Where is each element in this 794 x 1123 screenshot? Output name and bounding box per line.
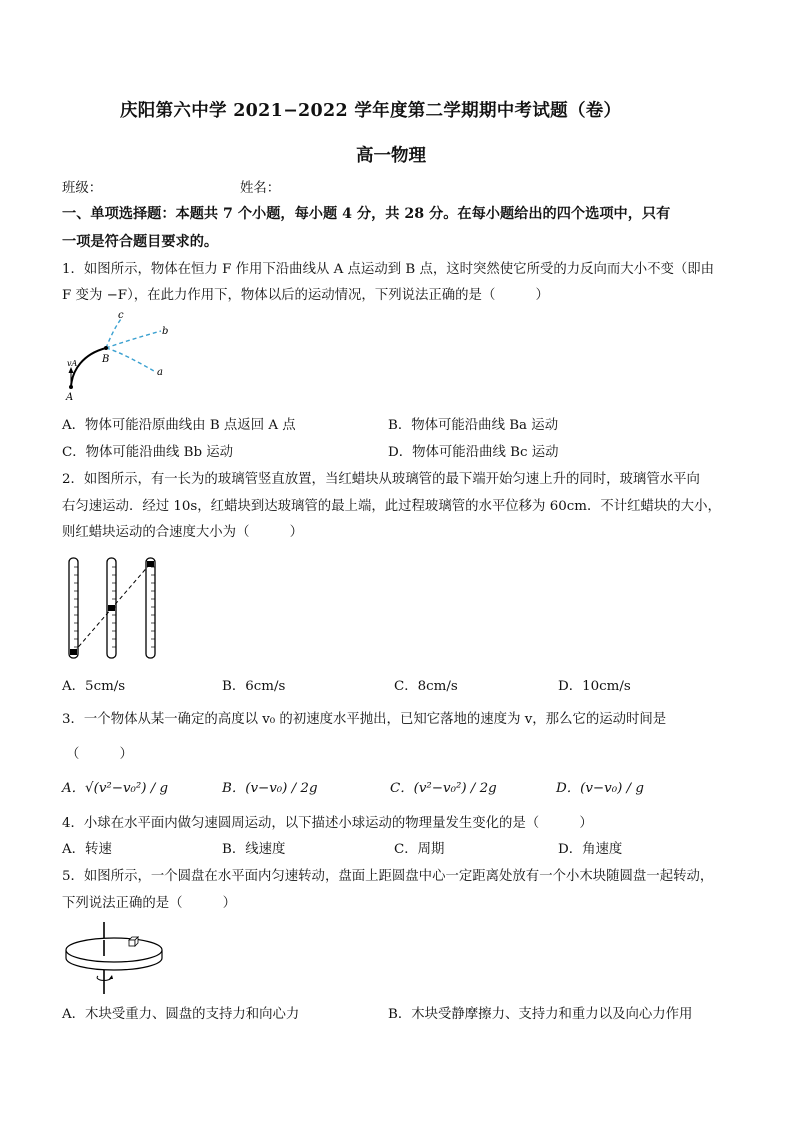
q3-stem-line2: （ ） [66, 747, 133, 762]
name-label: 姓名： [240, 181, 281, 196]
q2-figure-glass-tubes [66, 555, 166, 663]
q1-option-d: D．物体可能沿曲线 Bc 运动 [388, 445, 559, 460]
rotation-arrowhead [109, 975, 113, 979]
q5-figure-rotating-disk [62, 920, 166, 995]
curve-Bc [106, 319, 121, 348]
q4-stem: 4．小球在水平面内做匀速圆周运动，以下描述小球运动的物理量发生变化的是（ ） [62, 816, 593, 831]
wood-block [129, 937, 138, 946]
class-label: 班级： [62, 181, 103, 196]
q1-option-b: B．物体可能沿曲线 Ba 运动 [388, 418, 559, 433]
section-heading-line1: 一、单项选择题：本题共 7 个小题，每小题 4 分，共 28 分。在每小题给出的四个选项中，只有 [62, 206, 671, 222]
curve-Bb [106, 331, 161, 348]
q4-option-c: C．周期 [394, 842, 445, 857]
q3-option-b: B．(v−v₀) / 2g [222, 781, 318, 796]
disk-top [66, 938, 162, 962]
q5-option-a: A．木块受重力、圆盘的支持力和向心力 [62, 1007, 300, 1022]
q1-option-c: C．物体可能沿曲线 Bb 运动 [62, 445, 234, 460]
q3-option-c: C．(v²−v₀²) / 2g [390, 781, 497, 796]
q4-option-b: B．线速度 [222, 842, 286, 857]
label-vA: vA [67, 359, 78, 368]
tube-3 [146, 558, 155, 658]
page-subtitle: 高一物理 [356, 146, 426, 166]
label-b: b [162, 326, 169, 337]
q2-stem-line1: 2．如图所示，有一长为的玻璃管竖直放置，当红蜡块从玻璃管的最下端开始匀速上升的同时，玻璃管水平向 [62, 472, 700, 487]
q1-stem-line1: 1．如图所示，物体在恒力 F 作用下沿曲线从 A 点运动到 B 点，这时突然使它所受的力反向而大小不变（即由 [62, 262, 715, 277]
q3-stem-line1: 3．一个物体从某一确定的高度以 v₀ 的初速度水平抛出，已知它落地的速度为 v，那么它的运动时间是 [62, 712, 667, 727]
q1-option-a: A．物体可能沿原曲线由 B 点返回 A 点 [62, 418, 296, 433]
q2-option-d: D．10cm/s [558, 679, 631, 694]
label-a: a [157, 367, 163, 378]
q1-figure [58, 310, 178, 405]
q2-option-c: C．8cm/s [394, 679, 458, 694]
q2-option-a: A．5cm/s [62, 679, 126, 694]
label-B: B [102, 354, 110, 365]
section-heading-line2: 一项是符合题目要求的。 [62, 234, 219, 250]
curve-Ba [106, 348, 154, 371]
q1-stem-line2: F 变为 −F），在此力作用下，物体以后的运动情况，下列说法正确的是（ ） [62, 288, 549, 303]
point-A [69, 385, 73, 389]
q4-option-d: D．角速度 [558, 842, 623, 857]
q2-stem-line3: 则红蜡块运动的合速度大小为（ ） [62, 525, 304, 540]
label-A: A [66, 392, 74, 403]
page-title: 庆阳第六中学 2021−2022 学年度第二学期期中考试题（卷） [120, 101, 622, 121]
q4-option-a: A．转速 [62, 842, 112, 857]
q5-option-b: B．木块受静摩擦力、支持力和重力以及向心力作用 [388, 1007, 693, 1022]
q5-stem-line1: 5．如图所示，一个圆盘在水平面内匀速转动，盘面上距圆盘中心一定距离处放有一个小木块随圆盘一起转动， [62, 869, 714, 884]
q2-option-b: B．6cm/s [222, 679, 286, 694]
label-c: c [118, 310, 124, 321]
tube-1 [69, 558, 78, 658]
q3-option-a: A．√(v²−v₀²) / g [62, 781, 169, 796]
point-B [104, 346, 108, 350]
q5-stem-line2: 下列说法正确的是（ ） [62, 896, 237, 911]
q2-stem-line2: 右匀速运动．经过 10s，红蜡块到达玻璃管的最上端，此过程玻璃管的水平位移为 60cm．不计红蜡块的大小， [62, 499, 721, 514]
q3-option-d: D．(v−v₀) / g [556, 781, 644, 796]
